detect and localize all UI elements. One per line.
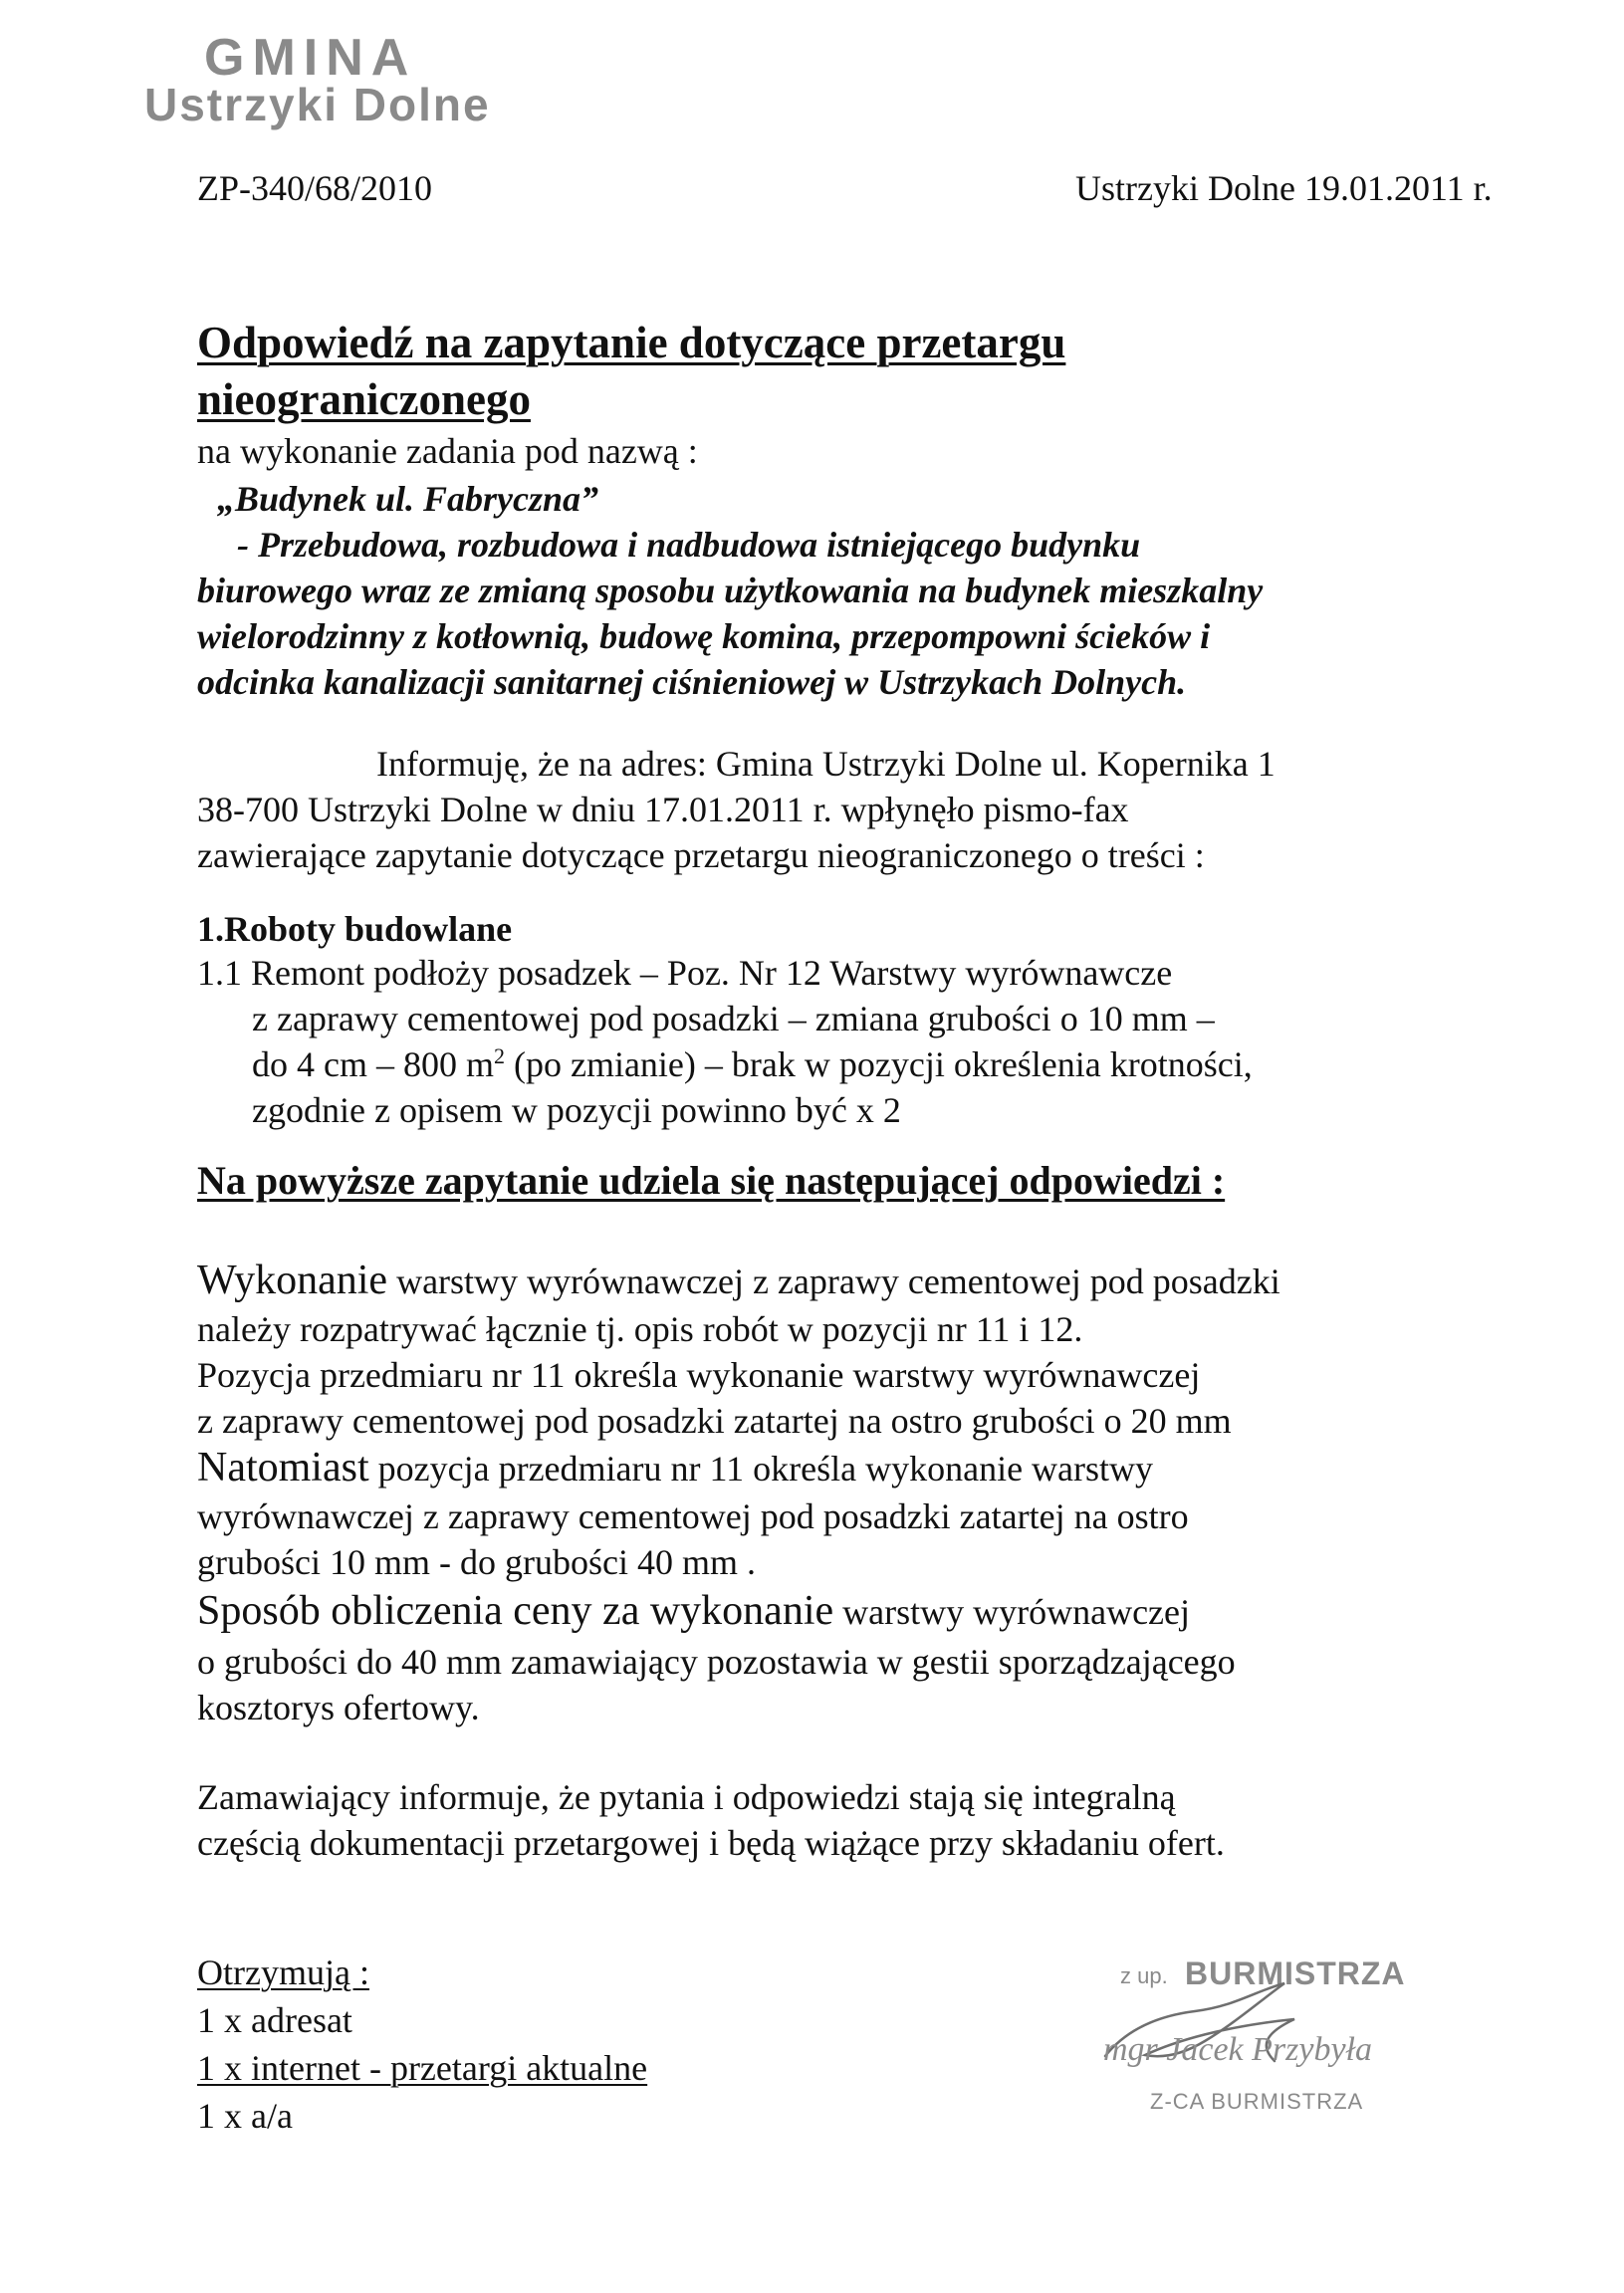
- question-line-4: zgodnie z opisem w pozycji powinno być x 2: [252, 1090, 901, 1130]
- answer-p2-lead: Natomiast: [197, 1445, 369, 1490]
- recipient-item: 1 x internet - przetargi aktualne: [197, 2048, 648, 2088]
- reference-number: ZP-340/68/2010: [197, 168, 433, 208]
- recipients-heading: Otrzymują :: [197, 1952, 369, 1992]
- project-desc-line-1: - Przebudowa, rozbudowa i nadbudowa istniejącego budynku: [237, 525, 1141, 565]
- document-date: Ustrzyki Dolne 19.01.2011 r.: [1075, 168, 1493, 208]
- task-line: na wykonanie zadania pod nazwą :: [197, 431, 698, 471]
- answer-p2-line-1: [197, 1444, 1153, 1491]
- answer-p3-rest: warstwy wyrównawczej: [833, 1592, 1191, 1632]
- project-name: „Budynek ul. Fabryczna”: [217, 479, 599, 519]
- answer-p3-line-2: o grubości do 40 mm zamawiający pozostawia w gestii sporządzającego: [197, 1642, 1236, 1682]
- stamp-line-2: Ustrzyki Dolne: [144, 79, 491, 130]
- stamp-line-1: GMINA: [204, 29, 417, 87]
- question-line-2: z zaprawy cementowej pod posadzki – zmiana grubości o 10 mm –: [252, 999, 1215, 1038]
- recipient-item: 1 x a/a: [197, 2096, 293, 2136]
- question-line-1: 1.1 Remont podłoży posadzek – Poz. Nr 12 Warstwy wyrównawcze: [197, 953, 1173, 993]
- answer-heading: Na powyższe zapytanie udziela się następującej odpowiedzi :: [197, 1158, 1226, 1203]
- question-line-3-a: do 4 cm – 800 m: [252, 1044, 494, 1084]
- question-line-3-b: (po zmianie) – brak w pozycji określenia krotności,: [504, 1044, 1253, 1084]
- answer-p1-rest: warstwy wyrównawczej z zaprawy cementowej pod posadzki: [387, 1261, 1280, 1301]
- answer-p1-lead: Wykonanie: [197, 1258, 388, 1303]
- question-heading: 1.Roboty budowlane: [197, 909, 513, 949]
- signature-prefix: z up.: [1120, 1963, 1168, 1988]
- project-desc-line-3: wielorodzinny z kotłownią, budowę komina, przepompowni ścieków i: [197, 616, 1211, 656]
- signature-title: BURMISTRZA: [1185, 1955, 1406, 1991]
- answer-p1-line-4: z zaprawy cementowej pod posadzki zatartej na ostro grubości o 20 mm: [197, 1401, 1232, 1441]
- closing-line-2: częścią dokumentacji przetargowej i będą wiążące przy składaniu ofert.: [197, 1823, 1225, 1863]
- signer-name: mgr Jacek Przybyła: [1103, 2031, 1373, 2068]
- project-desc-line-4: odcinka kanalizacji sanitarnej ciśnieniowej w Ustrzykach Dolnych.: [197, 662, 1187, 702]
- question-line-3: [252, 1043, 1253, 1085]
- closing-line-1: Zamawiający informuje, że pytania i odpowiedzi stają się integralną: [197, 1777, 1176, 1817]
- info-line-1: Informuję, że na adres: Gmina Ustrzyki Dolne ul. Kopernika 1: [376, 744, 1276, 784]
- info-line-2: 38-700 Ustrzyki Dolne w dniu 17.01.2011 r. wpłynęło pismo-fax: [197, 790, 1129, 829]
- recipient-item: 1 x adresat: [197, 2000, 352, 2040]
- info-line-3: zawierające zapytanie dotyczące przetargu nieograniczonego o treści :: [197, 835, 1205, 875]
- project-desc-line-2: biurowego wraz ze zmianą sposobu użytkowania na budynek mieszkalny: [197, 571, 1264, 610]
- signer-role: Z-CA BURMISTRZA: [1150, 2089, 1364, 2114]
- answer-p2-line-3: grubości 10 mm - do grubości 40 mm .: [197, 1542, 756, 1582]
- document-title-line-1: Odpowiedź na zapytanie dotyczące przetargu: [197, 318, 1066, 367]
- document-title-line-2: nieograniczonego: [197, 374, 531, 424]
- answer-p1-line-2: należy rozpatrywać łącznie tj. opis robót w pozycji nr 11 i 12.: [197, 1309, 1083, 1349]
- answer-p1-line-3: Pozycja przedmiaru nr 11 określa wykonanie warstwy wyrównawczej: [197, 1355, 1201, 1395]
- answer-p3-lead: Sposób obliczenia ceny za wykonanie: [197, 1588, 834, 1634]
- answer-p2-rest: pozycja przedmiaru nr 11 określa wykonanie warstwy: [368, 1449, 1154, 1489]
- answer-p3-line-3: kosztorys ofertowy.: [197, 1688, 480, 1727]
- answer-p3-line-1: [197, 1587, 1190, 1635]
- answer-p1-line-1: [197, 1257, 1280, 1304]
- superscript-2: 2: [493, 1043, 505, 1068]
- answer-p2-line-2: wyrównawczej z zaprawy cementowej pod posadzki zatartej na ostro: [197, 1496, 1189, 1536]
